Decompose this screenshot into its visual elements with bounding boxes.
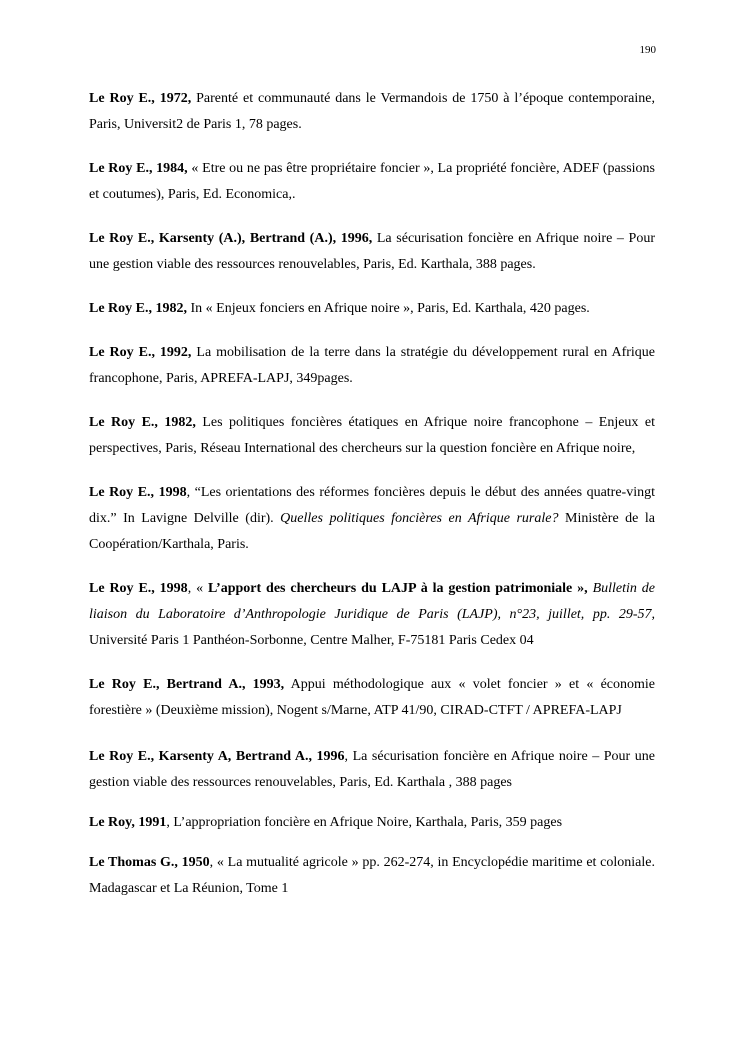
reference-author: Le Roy E., 1998: [89, 581, 188, 596]
reference-text: Les politiques foncières étatiques en Afrique noire francophone – Enjeux et perspectives, Paris, Réseau International des chercheurs sur la question foncière en Afrique noire,: [89, 415, 656, 456]
reference-entry: [89, 410, 655, 462]
reference-title-italic: Quelles politiques foncières en Afrique rurale?: [280, 511, 559, 526]
reference-author: Le Roy E., 1984,: [89, 161, 188, 176]
reference-entry: [89, 480, 655, 558]
reference-title-bold: L’apport des chercheurs du LAJP à la gestion patrimoniale »,: [207, 581, 588, 596]
reference-author: Le Roy E., 1992,: [89, 345, 192, 360]
reference-text: , La sécurisation foncière en Afrique noire – Pour une gestion viable des ressources renouvelables, Paris, Ed. Karthala , 388 pages: [89, 749, 655, 790]
reference-entry: [89, 340, 655, 392]
reference-text: La mobilisation de la terre dans la stratégie du développement rural en Afrique francophone, Paris, APREFA-LAPJ, 349pages.: [89, 345, 656, 386]
reference-entry: [89, 744, 655, 796]
reference-entry: [89, 156, 655, 208]
reference-author: Le Roy E., 1998: [89, 485, 187, 500]
references-list: [89, 86, 655, 920]
reference-author: Le Roy E., Bertrand A., 1993,: [89, 677, 285, 692]
reference-entry: [89, 850, 655, 902]
reference-author: Le Roy, 1991: [89, 815, 167, 830]
reference-text: La sécurisation foncière en Afrique noire – Pour une gestion viable des ressources renouvelables, Paris, Ed. Karthala, 388 pages.: [89, 231, 656, 272]
page-number: 190: [639, 44, 656, 56]
reference-author: Le Thomas G., 1950: [89, 855, 210, 870]
reference-text: Appui méthodologique aux « volet foncier » et « économie forestière » (Deuxième mission), Nogent s/Marne, ATP 41/90, CIRAD-CTFT / APREFA-LAPJ: [89, 677, 655, 718]
reference-entry: [89, 86, 655, 138]
reference-author: Le Roy E., Karsenty A, Bertrand A., 1996: [89, 749, 345, 764]
reference-journal-italic: Bulletin de liaison du Laboratoire d’Anthropologie Juridique de Paris (LAJP), n°23, juillet, pp. 29-57,: [89, 581, 655, 622]
reference-entry: [89, 576, 655, 654]
reference-entry: [89, 672, 655, 724]
reference-author: Le Roy E., 1982,: [89, 301, 187, 316]
reference-text: , L’appropriation foncière en Afrique Noire, Karthala, Paris, 359 pages: [166, 815, 563, 830]
reference-text: In « Enjeux fonciers en Afrique noire », Paris, Ed. Karthala, 420 pages.: [187, 301, 590, 316]
reference-entry: [89, 810, 655, 836]
reference-text: Université Paris 1 Panthéon-Sorbonne, Centre Malher, F-75181 Paris Cedex 04: [89, 633, 534, 648]
reference-text: , « La mutualité agricole » pp. 262-274, in Encyclopédie maritime et coloniale. Madagascar et La Réunion, Tome 1: [89, 855, 655, 896]
reference-author: Le Roy E., Karsenty (A.), Bertrand (A.), 1996,: [89, 231, 373, 246]
reference-text: , «: [187, 581, 208, 596]
reference-text: Ministère de la Coopération/Karthala, Paris.: [89, 511, 655, 552]
reference-author: Le Roy E., 1982,: [89, 415, 196, 430]
reference-entry: [89, 226, 655, 278]
reference-text: Parenté et communauté dans le Vermandois de 1750 à l’époque contemporaine, Paris, Universit2 de Paris 1, 78 pages.: [89, 91, 655, 132]
reference-text: , “Les orientations des réformes foncières depuis le début des années quatre-vingt dix.” In Lavigne Delville (dir).: [89, 485, 655, 526]
reference-entry: [89, 296, 655, 322]
reference-author: Le Roy E., 1972,: [89, 91, 192, 106]
reference-text: « Etre ou ne pas être propriétaire foncier », La propriété foncière, ADEF (passions et coutumes), Paris, Ed. Economica,.: [89, 161, 656, 202]
